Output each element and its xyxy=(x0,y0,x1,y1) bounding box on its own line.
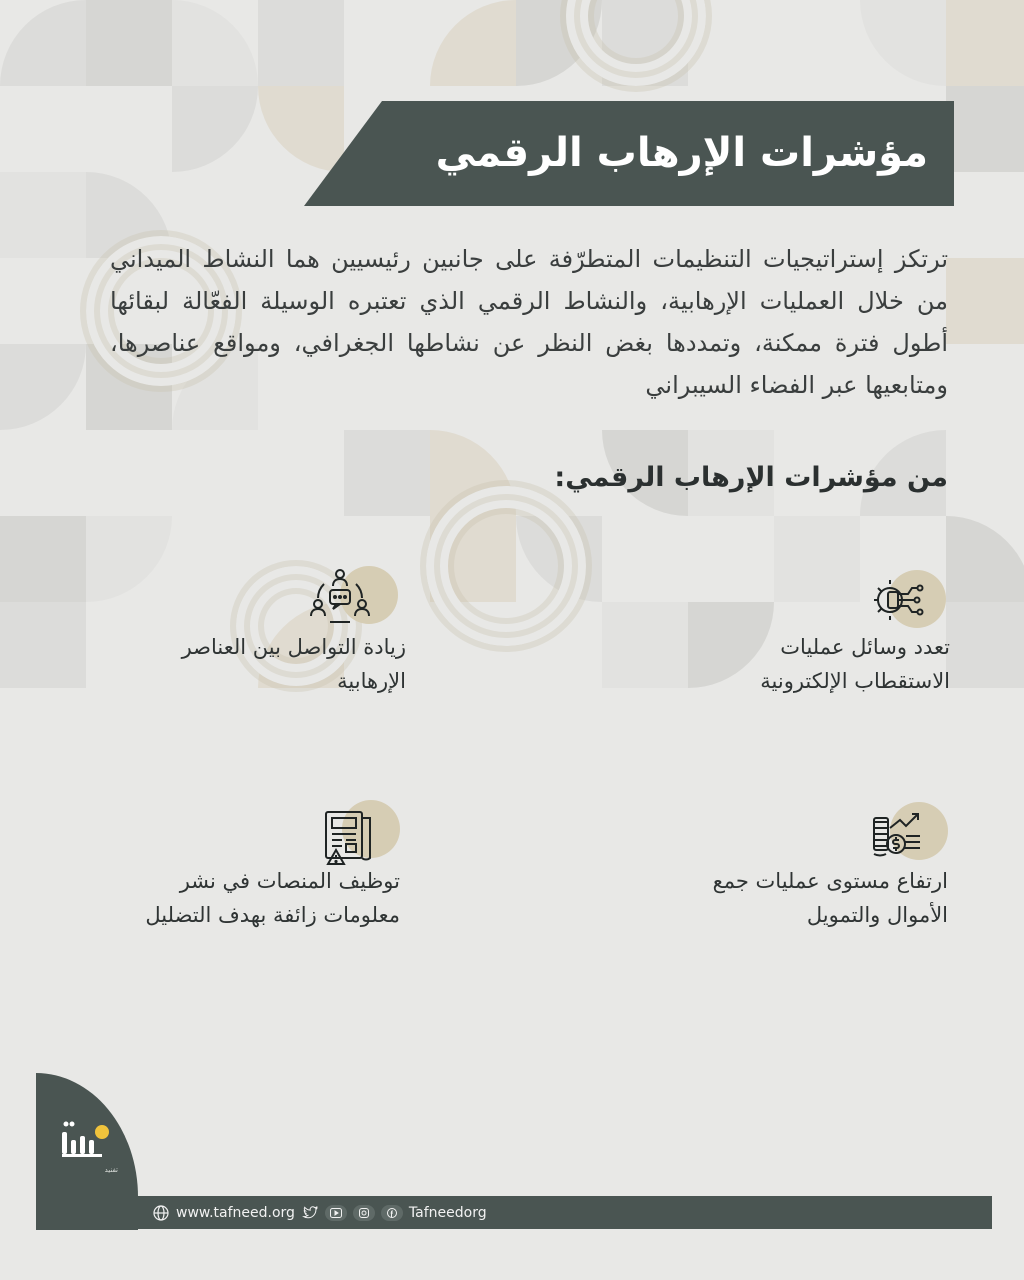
social-handle[interactable]: Tafneedorg xyxy=(408,1205,487,1221)
twitter-icon[interactable] xyxy=(301,1204,319,1222)
indicator-label-line2: الاستقطاب الإلكترونية xyxy=(760,669,950,693)
logo-subtitle xyxy=(54,1166,118,1174)
facebook-icon[interactable] xyxy=(381,1205,403,1221)
indicator-item-recruitment xyxy=(700,560,950,700)
indicator-label-line2: معلومات زائفة بهدف التضليل xyxy=(145,903,400,927)
social-links xyxy=(152,1200,487,1226)
website-link[interactable]: www.tafneed.org xyxy=(176,1205,295,1221)
instagram-icon[interactable] xyxy=(353,1205,375,1221)
tafneed-logo xyxy=(50,1118,122,1196)
money-growth-icon xyxy=(866,800,930,864)
indicator-item-communication xyxy=(140,560,410,700)
indicator-item-funding xyxy=(670,798,950,932)
indicator-label-line1: تعدد وسائل عمليات xyxy=(780,635,950,659)
digital-gear-network-icon xyxy=(868,568,932,632)
logo-text: تفنيد xyxy=(104,1166,118,1174)
fake-news-warning-icon xyxy=(320,808,384,872)
indicators-heading: من مؤشرات الإرهاب الرقمي: xyxy=(554,462,948,493)
globe-icon[interactable] xyxy=(152,1204,170,1222)
youtube-icon[interactable] xyxy=(325,1205,347,1221)
people-communication-icon xyxy=(308,564,372,628)
page-title: مؤشرات الإرهاب الرقمي xyxy=(435,130,928,176)
tafneed-logo-mark xyxy=(58,1118,114,1160)
indicator-label-line1: زيادة التواصل بين العناصر xyxy=(181,635,406,659)
indicator-label-line2: الأموال والتمويل xyxy=(806,903,948,927)
indicator-label-line1: توظيف المنصات في نشر xyxy=(179,869,400,893)
intro-paragraph: ترتكز إستراتيجيات التنظيمات المتطرّفة على جانبين رئيسيين هما النشاط الميداني من خلال العمليات الإرهابية، والنشاط الرقمي الذي تعتبره الوسيلة الفعّالة لبقائها أطول فترة ممكنة، وتمددها بغض النظر عن نشاطها الجغرافي، ومواقع عناصرها، ومتابعيها عبر الفضاء السيبراني xyxy=(110,245,948,399)
indicator-label-line1: ارتفاع مستوى عمليات جمع xyxy=(712,869,948,893)
indicator-item-misinformation xyxy=(100,798,404,932)
indicator-label-line2: الإرهابية xyxy=(337,669,406,693)
